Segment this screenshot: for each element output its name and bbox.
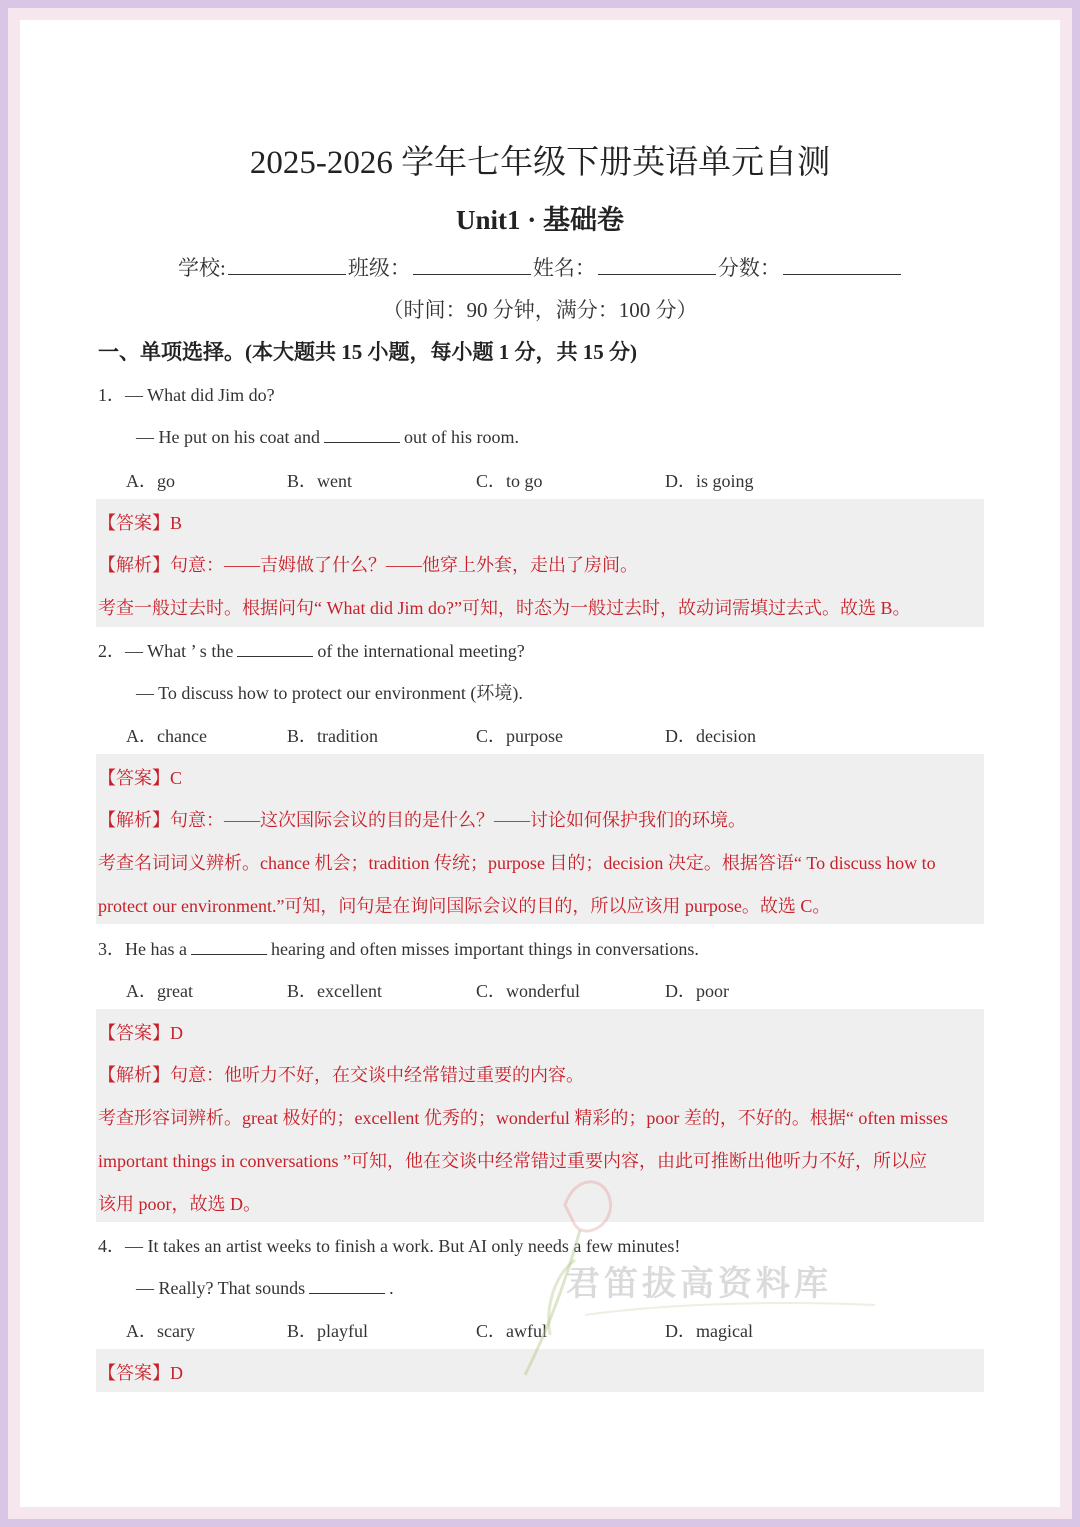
q3-analysis: 【解析】句意：他听力不好，在交谈中经常错过重要的内容。 [98, 1065, 584, 1085]
q2-option-d: D．decision [665, 726, 756, 746]
page-title: 2025-2026 学年七年级下册英语单元自测 [249, 145, 831, 181]
q2-analysis: 【解析】句意：——这次国际会议的目的是什么？——讨论如何保护我们的环境。 [98, 810, 746, 830]
q1-answer: 【答案】B [98, 513, 183, 533]
q4-blank [309, 1275, 385, 1294]
q4-line1: 4．— It takes an artist weeks to finish a work. But AI only needs a few minutes! [98, 1236, 681, 1256]
q3-option-b: B．excellent [287, 981, 382, 1001]
q2-blank [237, 638, 313, 657]
q4-option-a: A．scary [126, 1321, 195, 1341]
score-blank [783, 254, 901, 275]
q4-line2-end: . [389, 1278, 394, 1298]
section-title: 一、单项选择。(本大题共 15 小题，每小题 1 分，共 15 分) [98, 340, 637, 364]
q1-line2-end: out of his room. [403, 427, 519, 447]
student-info-line [178, 252, 903, 282]
page-subtitle: Unit1 · 基础卷 [455, 205, 624, 235]
name-blank [598, 254, 716, 275]
q1-line1: 1．— What did Jim do? [98, 385, 275, 405]
class-label: 班级： [347, 256, 411, 280]
q2-line1 [98, 637, 525, 663]
time-info: （时间：90 分钟，满分：100 分） [382, 298, 698, 322]
q2-option-c: C．purpose [476, 726, 563, 746]
q3-blank [191, 936, 267, 955]
q4-option-b: B．playful [287, 1321, 368, 1341]
q2-option-b: B．tradition [287, 726, 378, 746]
q1-blank [324, 424, 400, 443]
q2-explain-line2: protect our environment.”可知，问句是在询问国际会议的目的，所以应该用 purpose。故选 C。 [98, 896, 831, 916]
q3-explain-line1: 考查形容词辨析。great 极好的；excellent 优秀的；wonderful 精彩的；poor 差的，不好的。根据“ often misses [98, 1108, 948, 1128]
watermark-text: 君笛拔高资料库 [566, 1264, 832, 1304]
q1-line2 [136, 424, 519, 448]
q3-option-a: A．great [126, 981, 193, 1001]
q1-option-c: C．to go [476, 471, 543, 491]
school-label: 学校: [178, 256, 226, 280]
name-label: 姓名： [532, 256, 596, 280]
q3-option-c: C．wonderful [476, 981, 580, 1001]
q4-line2 [136, 1275, 394, 1299]
q2-answer: 【答案】C [98, 768, 183, 788]
q3-option-d: D．poor [665, 981, 729, 1001]
q2-explain-line1: 考查名词词义辨析。chance 机会；tradition 传统；purpose 目的；decision 决定。根据答语“ To discuss how to [98, 853, 936, 873]
q3-line1-end: hearing and often misses important things in conversations. [270, 939, 699, 959]
q2-line2: — To discuss how to protect our environment (环境). [136, 683, 523, 703]
q1-option-d: D．is going [665, 471, 754, 491]
class-blank [413, 254, 531, 275]
q3-line1 [98, 935, 699, 961]
q1-analysis: 【解析】句意：——吉姆做了什么？——他穿上外套，走出了房间。 [98, 555, 638, 575]
q3-explain-line3: 该用 poor，故选 D。 [98, 1194, 261, 1214]
q3-explain-line2: important things in conversations ”可知，他在交谈中经常错过重要内容，由此可推断出他听力不好，所以应 [98, 1151, 927, 1171]
q3-line1-start: 3．He has a [98, 939, 187, 959]
q2-line1-end: of the international meeting? [317, 641, 525, 661]
q1-option-a: A．go [126, 471, 175, 491]
q1-option-b: B．went [287, 471, 352, 491]
q4-answer: 【答案】D [98, 1363, 183, 1383]
school-blank [228, 254, 346, 275]
q4-line2-start: — Really? That sounds [136, 1278, 306, 1298]
q2-option-a: A．chance [126, 726, 207, 746]
q1-line2-start: — He put on his coat and [136, 427, 320, 447]
q4-option-c: C．awful [476, 1321, 547, 1341]
q4-option-d: D．magical [665, 1321, 753, 1341]
q3-answer: 【答案】D [98, 1023, 183, 1043]
q1-explain: 考查一般过去时。根据问句“ What did Jim do?”可知，时态为一般过去时，故动词需填过去式。故选 B。 [98, 598, 911, 618]
score-label: 分数： [717, 256, 781, 280]
q2-line1-start: 2．— What ’ s the [98, 641, 234, 661]
